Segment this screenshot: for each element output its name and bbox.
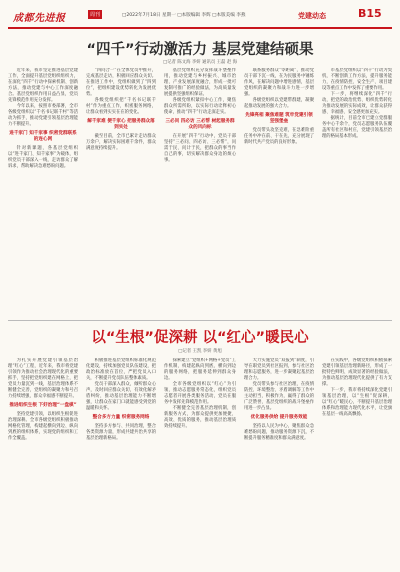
paragraph: 党员带头攻坚克难，在急难险重任务中冲在前、干在先，充分展现了新时代共产党员的良好形象。 xyxy=(244,128,314,145)
paragraph: 为扎实开展党建引领基层治理“红心”工程，近年来，我市将党建引领作为推动社会治理现代化的重要抓手，坚持把党组织建在网格上，把党员力量沉到一线，基层治理体系不断健全完善，党组织的凝聚力和号召力持续增强，群众幸福感不断提升。 xyxy=(8,358,78,399)
paragraph: 今年以来，按照市委部署，全市各级党组织以“千名书记联千村”等活动为抓手，推动党建引领基层治理能力不断提升。 xyxy=(8,104,78,127)
paragraph: 在实践中，各级党组织积极探索党建引领基层治理新路径，形成了一批特色鲜明、成效显著的经验做法，为推动基层治理现代化提供了有力支撑。 xyxy=(322,358,392,387)
paragraph: 在开展“四千”行动中，党员干部坚持“三必问、四必访、三必帮”，问需于民、问计于民，把群众的事当作自己的事，切实解决群众身边的烦心事。 xyxy=(164,134,236,163)
article2-column-4 xyxy=(244,358,314,568)
article2-column-5 xyxy=(322,358,392,568)
article1-headline: “四千”行动激活力 基层党建结硕果 xyxy=(86,42,314,58)
paragraph: 坚持以人民为中心，聚焦群众急难愁盼问题，推动服务资源下沉，不断提升服务精准度和群众满意度。 xyxy=(244,424,314,441)
article1-subheading-2: 解千家难 便千家心 把服务群众落到实处 xyxy=(87,119,155,130)
edition-info: □2022年7月18日 星期一 □本版编辑 李辉 □本版美编 李燕 xyxy=(122,13,246,18)
article2-subheading-1: 推进组织生根 下好治理“一盘棋” xyxy=(9,403,77,408)
article1-column-5 xyxy=(322,68,392,316)
paragraph: 各级党组织紧扣中心工作，聚焦群众所需所盼，以实际行动诠释初心使命，推动“四千”行动走深走实。 xyxy=(164,98,236,115)
logo-tag: 周刊 xyxy=(90,12,101,18)
article2-subheading-2: 整合多方力量 织密服务网络 xyxy=(92,415,150,420)
article2-column-1 xyxy=(8,358,78,568)
paragraph: 坚持党建引领，以组织生根促进治理深耕。全市各级党组织积极推动网格化管理，构建起横向到边、纵向到底的组织体系，实现党的组织和工作全覆盖。 xyxy=(8,412,78,441)
article1-byline: □记者 陈文海 李妍 通讯员 王磊 赵 海 xyxy=(163,60,237,65)
paragraph: 不断健全完善基层治理机制，创新服务方式，为群众提供更加便捷、高效、优质的服务，推动基层治理质效持续提升。 xyxy=(164,406,236,429)
paragraph: 党员干部深入群众，倾听群众心声，及时回应群众关切，有效化解矛盾纠纷，推动基层治理能力不断增强，让群众在家门口就能感受到党的温暖和关怀。 xyxy=(86,382,156,411)
article1-subheading-3: 三必问 四必访 三必帮 树起服务群众的风向标 xyxy=(165,119,235,130)
article2-subheading-4: 优化服务供给 提升服务效能 xyxy=(250,415,308,420)
article2-column-3 xyxy=(164,358,236,568)
article1-column-1 xyxy=(8,68,78,316)
masthead-rule xyxy=(8,27,392,29)
article1-column-3 xyxy=(164,68,236,316)
paragraph: 基层党组织充分发挥战斗堡垒作用，推动党建与乡村振兴、城市治理、产业发展深度融合，形成一批可复制可推广的经验做法，为高质量发展提供坚强组织保证。 xyxy=(164,68,236,97)
paragraph: 大力实施党员“双报到”制度，引导在职党员到社区报到，参与社区治理和志愿服务，进一步凝聚起基层治理合力。 xyxy=(244,358,314,381)
paragraph: 探索建立“党组织+网格+党员”工作机制，构建起纵向到底、横向到边的服务网络，把服务延伸到群众身边。 xyxy=(164,358,236,381)
paragraph: 积极推进基层党组织标准化规范化建设，持续加强党员队伍建设，把政治标准放在首位，严把党员入口关，不断提升党员队伍整体素质。 xyxy=(86,358,156,381)
paragraph: 近年来，我市坚定推进基层党建工作，全面提升基层党组织组织力，在深化“四千”行动中探索机制、创新方法，推动党建与中心工作深度融合。基层党组织作用日益凸显，党员先锋模范作用充分发挥。 xyxy=(8,68,78,103)
paragraph: 全市各级党组织以“红心”为引领，推动志愿服务常态化，组织党员志愿者开展各类服务活动，党员在服务中发挥先锋模范作用。 xyxy=(164,382,236,405)
article2-column-2 xyxy=(86,358,156,568)
paragraph: 截至目前，全市已累计走访群众万余户，解决实际困难千余件，群众满意度持续提升。 xyxy=(86,134,156,151)
paragraph: 下一步，我市将持续深化党建引领基层治理，以“生根”促深耕，以“红心”暖民心，不断提升基层治理体系和治理能力现代化水平，让党旗在基层一线高高飘扬。 xyxy=(322,388,392,417)
article1-column-2 xyxy=(86,68,156,316)
paragraph: 下一步，将继续深化“四千”行动，把党的政治优势、组织优势转化为推动发展的实际成效，让群众获得感、幸福感、安全感更加充实。 xyxy=(322,92,392,115)
paragraph: 联系服务群众“零距离”，推动党员干部下沉一线，在为民服务中锤炼作风，在解决问题中增进感情，基层党组织的凝聚力和战斗力进一步增强。 xyxy=(244,68,314,97)
paragraph: 市基层党组织以“四千”行动为契机，不断创新工作方法，提升服务能力，在疫情防控、安全生产、项目建设等重点工作中发挥了重要作用。 xyxy=(322,68,392,91)
article1-subheading-1: 进千家门 知千家事 织密党群联系的连心网 xyxy=(9,131,77,142)
article1-column-4 xyxy=(244,68,314,316)
article1-subheading-4: 先锋亮相 聚焦难题 筑牢党建引领坚强堡垒 xyxy=(245,113,313,124)
article2-byline: □记者 王凯 李妍 黄旭 xyxy=(178,349,222,354)
paragraph: 坚持多方参与、共同治理，整合各类资源力量，形成共建共治共享的基层治理新格局。 xyxy=(86,424,156,441)
page-number: B15 xyxy=(358,7,382,20)
article2-headline: 以“生根”促深耕 以“红心”暖民心 xyxy=(91,330,309,346)
newspaper-logo: 成都先进报 xyxy=(13,13,66,24)
paragraph: “四问合一”在全体党员中推开，完成基层走访，积极回应群众关切。在推进工作中，党组织做到了“四到位”，把组织建设优势转化为发展优势。 xyxy=(86,68,156,97)
section-name: 党建动态 xyxy=(298,12,326,20)
article-divider xyxy=(8,320,392,321)
paragraph: 党员带头参与社区治理，在疫情防控、环境整治、矛盾调解等工作中主动担当，积极作为，赢得了群众的广泛赞誉，基层党组织的战斗堡垒作用进一步凸显。 xyxy=(244,382,314,411)
paragraph: 各级党组织以党建带群建，凝聚起推动发展的强大合力。 xyxy=(244,98,314,109)
paragraph: 据统计，目前全市已建立党群服务中心千余个，党员志愿服务队伍覆盖所有社区和村庄，党建引领基层治理的格局基本形成。 xyxy=(322,116,392,139)
paragraph: 针对新课题，各基层党组织以“进千家门、知千家事”为载体，组织党员干部深入一线，走访群众了解诉求，帮助解决急难愁盼问题。 xyxy=(8,146,78,169)
paragraph: 各级党组织把“千名书记联千村”作为重点工作，织密服务网络，让群众看到实实在在的变化。 xyxy=(86,98,156,115)
masthead xyxy=(0,0,400,30)
